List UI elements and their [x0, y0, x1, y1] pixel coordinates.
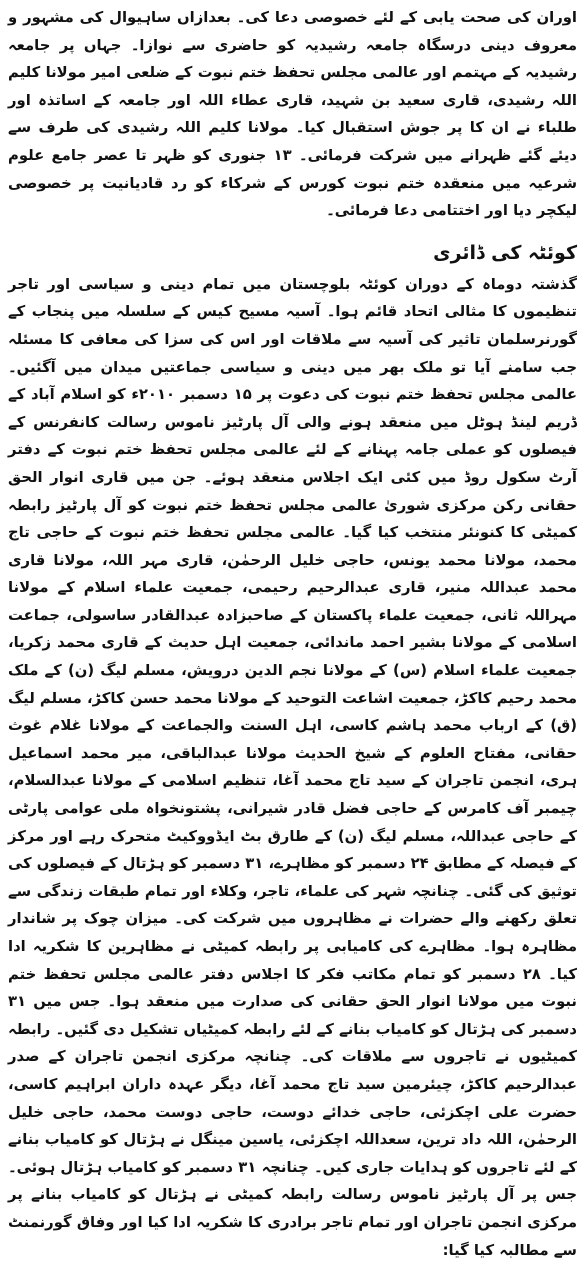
article-paragraph-intro: اوران کی صحت یابی کے لئے خصوصی دعا کی۔ بعدازاں ساہیوال کی مشہور و معروف دینی درسگاہ جامعہ رشیدیہ کو حاضری سے نوازا۔ جہاں پر جامعہ رشیدیہ کے مہتمم اور عالمی مجلس تحفظ ختم نبوت کے ضلعی امیر مولانا کلیم اللہ رشیدی، قاری سعید بن شہید، قاری عطاء اللہ اور جامعہ کے اساتذہ اور طلباء نے ان کا پر جوش استقبال کیا۔ مولانا کلیم اللہ رشیدی کی طرف سے دیئے گئے ظہرانے میں شرکت فرمائی۔ ۱۳ جنوری کو ظہر تا عصر جامع علوم شرعیہ میں منعقدہ ختم نبوت کورس کے شرکاء کو رد قادیانیت پر خصوصی لیکچر دیا اور اختتامی دعا فرمائی۔ [8, 9, 577, 220]
article-paragraph-quetta: گذشتہ دوماہ کے دوران کوئٹہ بلوچستان میں تمام دینی و سیاسی اور تاجر تنظیموں کا مثالی اتحاد قائم ہوا۔ آسیہ مسیح کیس کے سلسلہ میں پنجاب کے گورنرسلمان تاثیر کی آسیہ سے ملاقات اور اس کی سزا کی معافی کا مسئلہ جب سامنے آیا تو ملک بھر میں دینی و سیاسی جماعتیں میدان میں آگئیں۔ عالمی مجلس تحفظ ختم نبوت کی دعوت پر ۱۵ دسمبر ۲۰۱۰ء کو اسلام آباد کے ڈریم لینڈ ہوٹل میں منعقد ہونے والی آل پارٹیز ناموس رسالت کانفرنس کے فیصلوں کو عملی جامہ پہنانے کے لئے عالمی مجلس تحفظ ختم نبوت کے دفتر آرٹ سکول روڈ میں کئی ایک اجلاس منعقد ہوئے۔ جن میں قاری انوار الحق حقانی رکن مرکزی شوریٰ عالمی مجلس تحفظ ختم نبوت کو آل پارٹیز رابطہ کمیٹی کا کنونئر منتخب کیا گیا۔ عالمی مجلس تحفظ ختم نبوت کے حاجی تاج محمد، مولانا محمد یونس، حاجی خلیل الرحمٰن، قاری مہر اللہ، مولانا قاری محمد عبداللہ منیر، قاری عبدالرحیم رحیمی، جمعیت علماء اسلام کے مولانا مہراللہ ثانی، جمعیت علماء پاکستان کے صاحبزادہ عبدالقادر ساسولی، جماعت اسلامی کے مولانا بشیر احمد ماندائی، جمعیت اہل حدیث کے قاری محمد زکریا، جمعیت علماء اسلام (س) کے مولانا نجم الدین درویش، مسلم لیگ (ن) کے ملک محمد رحیم کاکڑ، جمعیت اشاعت التوحید کے مولانا محمد حسن کاکڑ، مسلم لیگ (ق) کے ارباب محمد ہاشم کاسی، اہل السنت والجماعت کے مولانا غلام غوث حقانی، مفتاح العلوم کے شیخ الحدیث مولانا عبدالباقی، میر محمد اسماعیل ہری، انجمن تاجران کے سید تاج محمد آغا، تنظیم اسلامی کے مولانا عبدالسلام، چیمبر آف کامرس کے حاجی فضل قادر شیرانی، پشتونخواہ ملی عوامی پارٹی کے حاجی عبداللہ، مسلم لیگ (ن) کے طارق بٹ ایڈووکیٹ متحرک رہے اور مرکز کے فیصلہ کے مطابق ۲۴ دسمبر کو مظاہرے، ۳۱ دسمبر کو ہڑتال کے فیصلوں کی توثیق کی گئی۔ چنانچہ شہر کی علماء، تاجر، وکلاء اور تمام طبقات زندگی سے تعلق رکھنے والے حضرات نے مظاہروں میں شرکت کی۔ میزان چوک پر شاندار مظاہرہ ہوا۔ مظاہرے کی کامیابی پر رابطہ کمیٹی نے مظاہرین کا شکریہ ادا کیا۔ ۲۸ دسمبر کو تمام مکاتب فکر کا اجلاس دفتر عالمی مجلس تحفظ ختم نبوت میں مولانا انوار الحق حقانی کی صدارت میں منعقد ہوا۔ جس میں ۳۱ دسمبر کی ہڑتال کو کامیاب بنانے کے لئے رابطہ کمیٹیاں تشکیل دی گئیں۔ رابطہ کمیٹیوں نے تاجروں سے ملاقات کی۔ چنانچہ مرکزی انجمن تاجران کے صدر عبدالرحیم کاکڑ، چیئرمین سید تاج محمد آغا، دیگر عہدہ داران ابراہیم کاسی، حضرت علی اچکزئی، حاجی خدائے دوست، حاجی دوست محمد، حاجی خلیل الرحمٰن، اللہ داد ترین، سعداللہ اچکزئی، یاسین مینگل نے ہڑتال کو کامیاب بنانے کے لئے تاجروں کو ہدایات جاری کیں۔ چنانچہ ۳۱ دسمبر کو کامیاب ہڑتال ہوئی۔ جس پر آل پارٹیز ناموس رسالت رابطہ کمیٹی نے ہڑتال کو کامیاب بنانے پر مرکزی انجمن تاجران اور تمام تاجر برادری کا شکریہ ادا کیا اور وفاق گورنمنٹ سے مطالبہ کیا گیا: [8, 275, 578, 1259]
section-heading: کوئٹہ کی ڈائری [433, 241, 577, 264]
